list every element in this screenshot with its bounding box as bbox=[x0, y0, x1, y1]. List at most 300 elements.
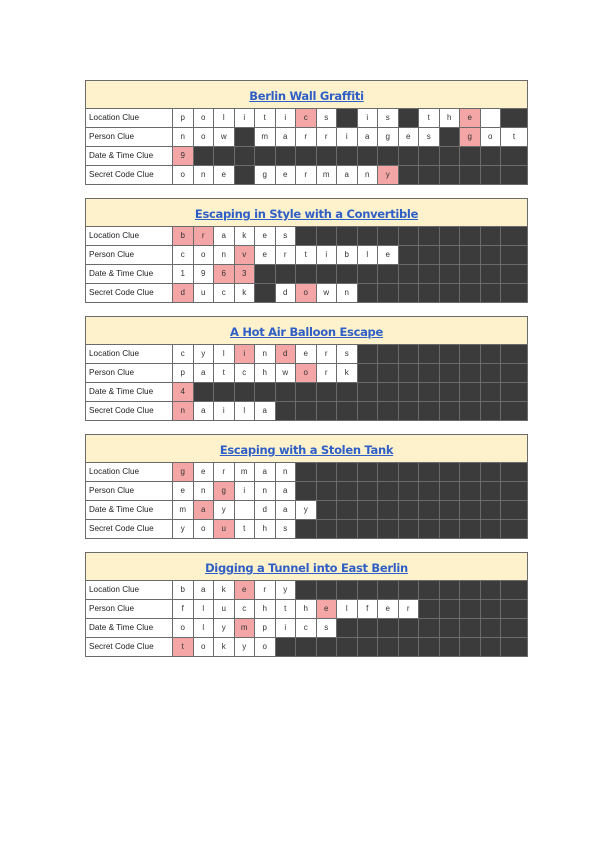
blocked-cell bbox=[358, 619, 379, 637]
letter-cell: t bbox=[296, 246, 317, 264]
blocked-cell bbox=[317, 482, 338, 500]
blocked-cell bbox=[460, 364, 481, 382]
blocked-cell bbox=[296, 265, 317, 283]
blocked-cell bbox=[358, 383, 379, 401]
blocked-cell bbox=[358, 284, 379, 302]
blocked-cell bbox=[399, 619, 420, 637]
letter-cell: u bbox=[214, 600, 235, 618]
blocked-cell bbox=[296, 482, 317, 500]
letter-cell: k bbox=[337, 364, 358, 382]
blocked-cell bbox=[296, 227, 317, 245]
letter-cells bbox=[173, 402, 527, 420]
blocked-cell bbox=[460, 581, 481, 599]
letter-cells bbox=[173, 619, 527, 637]
blocked-cell bbox=[501, 501, 527, 519]
blocked-cell bbox=[317, 265, 338, 283]
letter-cell: a bbox=[358, 128, 379, 146]
highlighted-letter-cell: o bbox=[296, 284, 317, 302]
clue-label: Secret Code Clue bbox=[86, 284, 173, 302]
blocked-cell bbox=[481, 265, 502, 283]
puzzle-title: Digging a Tunnel into East Berlin bbox=[86, 553, 527, 581]
clue-row bbox=[86, 109, 527, 128]
letter-cell: r bbox=[317, 364, 338, 382]
blocked-cell bbox=[399, 147, 420, 165]
letter-cell: w bbox=[214, 128, 235, 146]
blocked-cell bbox=[399, 520, 420, 538]
blocked-cell bbox=[358, 638, 379, 656]
blocked-cell bbox=[460, 619, 481, 637]
letter-cell: o bbox=[194, 520, 215, 538]
blocked-cell bbox=[317, 501, 338, 519]
letter-cell: h bbox=[255, 520, 276, 538]
letter-cell: s bbox=[317, 619, 338, 637]
letter-cell: o bbox=[255, 638, 276, 656]
letter-cell: t bbox=[419, 109, 440, 127]
blocked-cell bbox=[235, 166, 256, 184]
blocked-cell bbox=[296, 463, 317, 481]
letter-cell: n bbox=[194, 166, 215, 184]
blocked-cell bbox=[501, 402, 527, 420]
letter-cell: y bbox=[296, 501, 317, 519]
letter-cell: l bbox=[337, 600, 358, 618]
blocked-cell bbox=[501, 246, 527, 264]
clue-row bbox=[86, 246, 527, 265]
blocked-cell bbox=[358, 227, 379, 245]
letter-cell: n bbox=[214, 246, 235, 264]
blocked-cell bbox=[481, 581, 502, 599]
letter-cell: e bbox=[378, 600, 399, 618]
blocked-cell bbox=[235, 383, 256, 401]
letter-cell: c bbox=[235, 600, 256, 618]
letter-cell: i bbox=[235, 109, 256, 127]
letter-cell: y bbox=[214, 619, 235, 637]
clue-row bbox=[86, 463, 527, 482]
letter-cells bbox=[173, 128, 527, 146]
blocked-cell bbox=[296, 520, 317, 538]
blocked-cell bbox=[460, 600, 481, 618]
highlighted-letter-cell: b bbox=[173, 227, 194, 245]
blocked-cell bbox=[337, 619, 358, 637]
letter-cell: a bbox=[194, 402, 215, 420]
blocked-cell bbox=[317, 520, 338, 538]
highlighted-letter-cell: e bbox=[317, 600, 338, 618]
letter-cell: i bbox=[337, 128, 358, 146]
letter-cell: a bbox=[194, 364, 215, 382]
highlighted-letter-cell: i bbox=[235, 345, 256, 363]
clue-label: Person Clue bbox=[86, 128, 173, 146]
highlighted-letter-cell: a bbox=[194, 501, 215, 519]
blocked-cell bbox=[460, 402, 481, 420]
blocked-cell bbox=[501, 619, 527, 637]
letter-cell: i bbox=[276, 619, 297, 637]
blocked-cell bbox=[358, 520, 379, 538]
clue-row bbox=[86, 501, 527, 520]
letter-cell: s bbox=[276, 520, 297, 538]
letter-cells bbox=[173, 482, 527, 500]
blocked-cell bbox=[481, 364, 502, 382]
letter-cell: m bbox=[173, 501, 194, 519]
letter-cell: b bbox=[173, 581, 194, 599]
letter-cell: i bbox=[358, 109, 379, 127]
highlighted-letter-cell: d bbox=[276, 345, 297, 363]
blocked-cell bbox=[481, 166, 502, 184]
highlighted-letter-cell: g bbox=[460, 128, 481, 146]
blocked-cell bbox=[317, 463, 338, 481]
blocked-cell bbox=[235, 128, 256, 146]
clue-row bbox=[86, 345, 527, 364]
letter-cells bbox=[173, 600, 527, 618]
letter-cell: k bbox=[235, 227, 256, 245]
blocked-cell bbox=[255, 284, 276, 302]
highlighted-letter-cell: y bbox=[378, 166, 399, 184]
blocked-cell bbox=[399, 581, 420, 599]
letter-cell: g bbox=[255, 166, 276, 184]
letter-cell: l bbox=[194, 619, 215, 637]
letter-cell: i bbox=[317, 246, 338, 264]
letter-cell: i bbox=[235, 482, 256, 500]
clue-row bbox=[86, 520, 527, 538]
blocked-cell bbox=[419, 246, 440, 264]
blocked-cell bbox=[440, 520, 461, 538]
letter-cell: a bbox=[276, 128, 297, 146]
letter-cells bbox=[173, 109, 527, 127]
blocked-cell bbox=[378, 463, 399, 481]
blocked-cell bbox=[481, 638, 502, 656]
blocked-cell bbox=[399, 501, 420, 519]
blocked-cell bbox=[399, 265, 420, 283]
blocked-cell bbox=[501, 600, 527, 618]
blocked-cell bbox=[481, 402, 502, 420]
letter-cell: y bbox=[235, 638, 256, 656]
highlighted-letter-cell: m bbox=[235, 619, 256, 637]
letter-cell: d bbox=[276, 284, 297, 302]
clue-label: Location Clue bbox=[86, 345, 173, 363]
highlighted-letter-cell: 3 bbox=[235, 265, 256, 283]
blocked-cell bbox=[481, 383, 502, 401]
blocked-cell bbox=[501, 638, 527, 656]
letter-cell: a bbox=[337, 166, 358, 184]
letter-cell: r bbox=[399, 600, 420, 618]
blocked-cell bbox=[296, 402, 317, 420]
blocked-cell bbox=[501, 364, 527, 382]
puzzle-table bbox=[85, 552, 528, 657]
puzzle-table bbox=[85, 316, 528, 421]
letter-cell: c bbox=[173, 246, 194, 264]
blocked-cell bbox=[317, 147, 338, 165]
blocked-cell bbox=[460, 383, 481, 401]
puzzle-table bbox=[85, 198, 528, 303]
blocked-cell bbox=[337, 501, 358, 519]
clue-label: Person Clue bbox=[86, 600, 173, 618]
blocked-cell bbox=[399, 166, 420, 184]
letter-cell: n bbox=[276, 463, 297, 481]
blocked-cell bbox=[460, 284, 481, 302]
letter-cell: l bbox=[235, 402, 256, 420]
blocked-cell bbox=[358, 345, 379, 363]
letter-cell: w bbox=[317, 284, 338, 302]
letter-cell: r bbox=[296, 166, 317, 184]
blocked-cell bbox=[358, 364, 379, 382]
letter-cell: o bbox=[194, 128, 215, 146]
puzzle-title: Escaping with a Stolen Tank bbox=[86, 435, 527, 463]
blocked-cell bbox=[440, 619, 461, 637]
letter-cell: k bbox=[235, 284, 256, 302]
blocked-cell bbox=[501, 581, 527, 599]
blocked-cell bbox=[440, 581, 461, 599]
clue-row bbox=[86, 482, 527, 501]
blocked-cell bbox=[194, 383, 215, 401]
blocked-cell bbox=[419, 227, 440, 245]
clue-label: Date & Time Clue bbox=[86, 147, 173, 165]
blocked-cell bbox=[337, 463, 358, 481]
letter-cell: u bbox=[194, 284, 215, 302]
letter-cell: i bbox=[214, 402, 235, 420]
letter-cell: r bbox=[255, 581, 276, 599]
blocked-cell bbox=[440, 345, 461, 363]
blocked-cell bbox=[419, 638, 440, 656]
letter-cell: o bbox=[194, 109, 215, 127]
letter-cell: y bbox=[214, 501, 235, 519]
letter-cell bbox=[481, 109, 502, 127]
blocked-cell bbox=[337, 482, 358, 500]
blocked-cell bbox=[399, 246, 420, 264]
letter-cell: o bbox=[481, 128, 502, 146]
puzzle-sheet bbox=[85, 80, 528, 670]
blocked-cell bbox=[317, 581, 338, 599]
blocked-cell bbox=[460, 147, 481, 165]
blocked-cell bbox=[440, 638, 461, 656]
letter-cell: p bbox=[255, 619, 276, 637]
blocked-cell bbox=[440, 501, 461, 519]
letter-cell: o bbox=[173, 619, 194, 637]
blocked-cell bbox=[399, 383, 420, 401]
clue-label: Person Clue bbox=[86, 246, 173, 264]
puzzle-title: Berlin Wall Graffiti bbox=[86, 81, 527, 109]
highlighted-letter-cell: e bbox=[460, 109, 481, 127]
letter-cell: y bbox=[194, 345, 215, 363]
blocked-cell bbox=[460, 638, 481, 656]
blocked-cell bbox=[399, 638, 420, 656]
blocked-cell bbox=[378, 638, 399, 656]
letter-cells bbox=[173, 284, 527, 302]
blocked-cell bbox=[460, 520, 481, 538]
blocked-cell bbox=[337, 638, 358, 656]
blocked-cell bbox=[440, 227, 461, 245]
clue-row bbox=[86, 166, 527, 184]
letter-cell: a bbox=[214, 227, 235, 245]
letter-cell: s bbox=[419, 128, 440, 146]
clue-label: Secret Code Clue bbox=[86, 166, 173, 184]
letter-cell: t bbox=[235, 520, 256, 538]
blocked-cell bbox=[460, 463, 481, 481]
letter-cell: f bbox=[173, 600, 194, 618]
letter-cell: a bbox=[255, 463, 276, 481]
blocked-cell bbox=[501, 265, 527, 283]
highlighted-letter-cell: 9 bbox=[173, 147, 194, 165]
blocked-cell bbox=[481, 147, 502, 165]
letter-cell: r bbox=[317, 345, 338, 363]
blocked-cell bbox=[440, 600, 461, 618]
blocked-cell bbox=[296, 147, 317, 165]
blocked-cell bbox=[399, 463, 420, 481]
highlighted-letter-cell: g bbox=[214, 482, 235, 500]
letter-cell: m bbox=[255, 128, 276, 146]
letter-cells bbox=[173, 166, 527, 184]
highlighted-letter-cell: 6 bbox=[214, 265, 235, 283]
blocked-cell bbox=[440, 147, 461, 165]
clue-label: Location Clue bbox=[86, 581, 173, 599]
clue-label: Date & Time Clue bbox=[86, 383, 173, 401]
blocked-cell bbox=[337, 402, 358, 420]
blocked-cell bbox=[399, 364, 420, 382]
letter-cell: 1 bbox=[173, 265, 194, 283]
blocked-cell bbox=[460, 227, 481, 245]
letter-cell: r bbox=[296, 128, 317, 146]
blocked-cell bbox=[419, 402, 440, 420]
blocked-cell bbox=[501, 383, 527, 401]
clue-label: Person Clue bbox=[86, 364, 173, 382]
blocked-cell bbox=[440, 246, 461, 264]
blocked-cell bbox=[481, 284, 502, 302]
letter-cell: n bbox=[194, 482, 215, 500]
clue-row bbox=[86, 619, 527, 638]
blocked-cell bbox=[255, 383, 276, 401]
letter-cells bbox=[173, 147, 527, 165]
letter-cell: p bbox=[173, 364, 194, 382]
puzzle-table bbox=[85, 434, 528, 539]
letter-cell: a bbox=[276, 482, 297, 500]
letter-cell: t bbox=[214, 364, 235, 382]
letter-cell: c bbox=[214, 284, 235, 302]
letter-cell: d bbox=[255, 501, 276, 519]
blocked-cell bbox=[358, 501, 379, 519]
clue-row bbox=[86, 284, 527, 302]
blocked-cell bbox=[276, 147, 297, 165]
letter-cell: h bbox=[440, 109, 461, 127]
blocked-cell bbox=[419, 581, 440, 599]
clue-label: Date & Time Clue bbox=[86, 619, 173, 637]
blocked-cell bbox=[440, 463, 461, 481]
blocked-cell bbox=[481, 619, 502, 637]
blocked-cell bbox=[378, 383, 399, 401]
blocked-cell bbox=[337, 227, 358, 245]
blocked-cell bbox=[481, 246, 502, 264]
letter-cells bbox=[173, 581, 527, 599]
blocked-cell bbox=[419, 284, 440, 302]
clue-row bbox=[86, 600, 527, 619]
blocked-cell bbox=[399, 345, 420, 363]
highlighted-letter-cell: c bbox=[296, 109, 317, 127]
blocked-cell bbox=[378, 364, 399, 382]
blocked-cell bbox=[194, 147, 215, 165]
blocked-cell bbox=[501, 284, 527, 302]
blocked-cell bbox=[481, 227, 502, 245]
letter-cell: e bbox=[399, 128, 420, 146]
blocked-cell bbox=[276, 265, 297, 283]
blocked-cell bbox=[460, 265, 481, 283]
letter-cell: t bbox=[501, 128, 527, 146]
blocked-cell bbox=[378, 147, 399, 165]
letter-cell: e bbox=[255, 227, 276, 245]
blocked-cell bbox=[358, 402, 379, 420]
letter-cell: m bbox=[317, 166, 338, 184]
letter-cells bbox=[173, 520, 527, 538]
letter-cell: 9 bbox=[194, 265, 215, 283]
letter-cell: n bbox=[173, 128, 194, 146]
letter-cell: p bbox=[173, 109, 194, 127]
letter-cell: l bbox=[214, 345, 235, 363]
blocked-cell bbox=[419, 463, 440, 481]
blocked-cell bbox=[317, 227, 338, 245]
highlighted-letter-cell: n bbox=[173, 402, 194, 420]
blocked-cell bbox=[378, 482, 399, 500]
blocked-cell bbox=[460, 166, 481, 184]
blocked-cell bbox=[440, 364, 461, 382]
clue-label: Person Clue bbox=[86, 482, 173, 500]
letter-cell: e bbox=[255, 246, 276, 264]
blocked-cell bbox=[419, 345, 440, 363]
blocked-cell bbox=[501, 166, 527, 184]
letter-cell: a bbox=[194, 581, 215, 599]
letter-cell: l bbox=[194, 600, 215, 618]
letter-cell: c bbox=[296, 619, 317, 637]
highlighted-letter-cell: u bbox=[214, 520, 235, 538]
blocked-cell bbox=[378, 284, 399, 302]
blocked-cell bbox=[358, 147, 379, 165]
letter-cell: n bbox=[337, 284, 358, 302]
blocked-cell bbox=[481, 501, 502, 519]
letter-cell: e bbox=[194, 463, 215, 481]
blocked-cell bbox=[440, 402, 461, 420]
clue-row bbox=[86, 227, 527, 246]
blocked-cell bbox=[501, 463, 527, 481]
letter-cell: o bbox=[194, 246, 215, 264]
blocked-cell bbox=[501, 227, 527, 245]
letter-cell: b bbox=[337, 246, 358, 264]
blocked-cell bbox=[440, 265, 461, 283]
letter-cell: e bbox=[378, 246, 399, 264]
letter-cell: i bbox=[276, 109, 297, 127]
blocked-cell bbox=[399, 109, 420, 127]
blocked-cell bbox=[378, 402, 399, 420]
letter-cells bbox=[173, 345, 527, 363]
letter-cell: w bbox=[276, 364, 297, 382]
highlighted-letter-cell: g bbox=[173, 463, 194, 481]
blocked-cell bbox=[481, 463, 502, 481]
letter-cell bbox=[235, 501, 256, 519]
clue-row bbox=[86, 402, 527, 420]
blocked-cell bbox=[255, 147, 276, 165]
puzzle-table bbox=[85, 80, 528, 185]
blocked-cell bbox=[235, 147, 256, 165]
letter-cell: r bbox=[276, 246, 297, 264]
letter-cell: s bbox=[378, 109, 399, 127]
highlighted-letter-cell: r bbox=[194, 227, 215, 245]
highlighted-letter-cell: d bbox=[173, 284, 194, 302]
blocked-cell bbox=[440, 166, 461, 184]
blocked-cell bbox=[276, 402, 297, 420]
blocked-cell bbox=[358, 581, 379, 599]
clue-label: Location Clue bbox=[86, 227, 173, 245]
letter-cell: e bbox=[214, 166, 235, 184]
blocked-cell bbox=[276, 638, 297, 656]
blocked-cell bbox=[276, 383, 297, 401]
blocked-cell bbox=[358, 482, 379, 500]
letter-cell: l bbox=[214, 109, 235, 127]
blocked-cell bbox=[501, 109, 527, 127]
letter-cell: g bbox=[378, 128, 399, 146]
blocked-cell bbox=[358, 463, 379, 481]
